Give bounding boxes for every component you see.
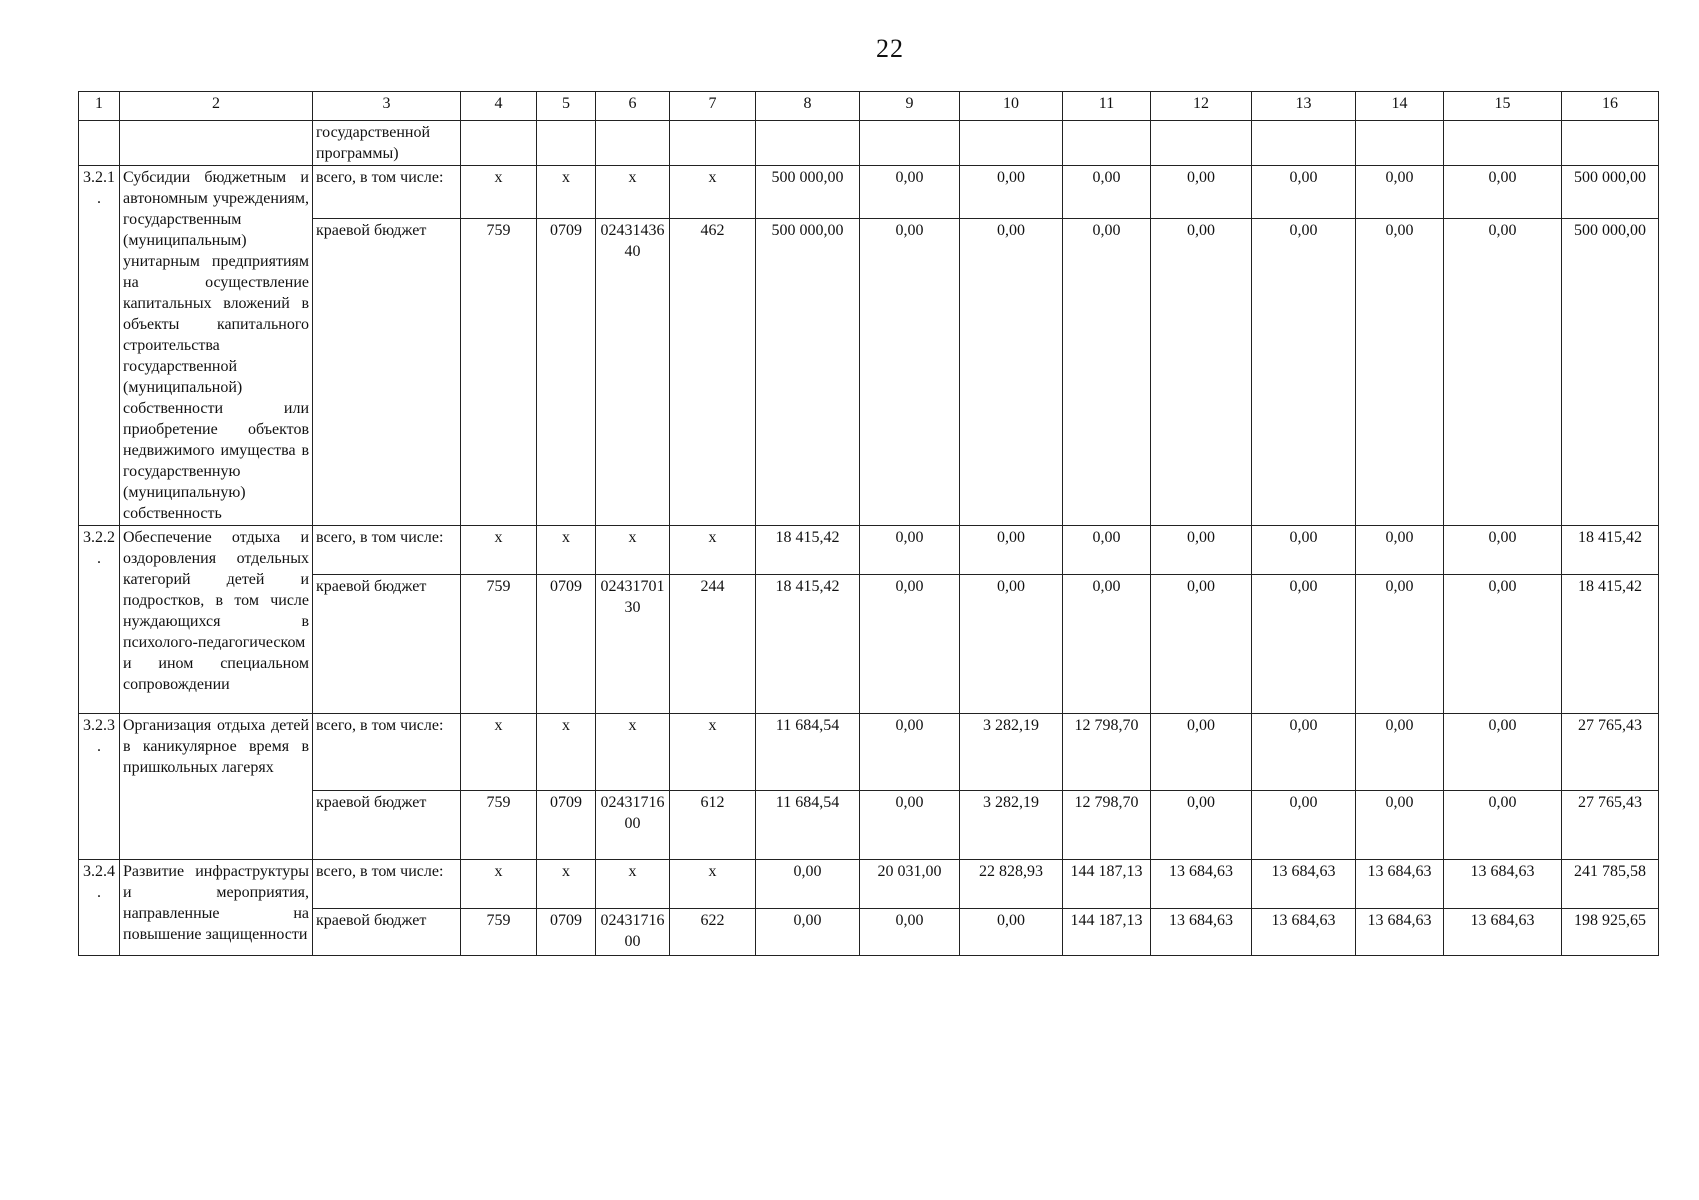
classification-code: 0709 bbox=[537, 909, 596, 956]
row-description: Обеспечение отдыха и оздоровления отдельных категорий детей и подростков, в том числе нуждающихся в психолого-педагогическом и ином специальном сопровождении bbox=[120, 526, 313, 714]
classification-code: 462 bbox=[670, 218, 756, 525]
classification-code: 0243171600 bbox=[596, 909, 670, 956]
amount-value: 12 798,70 bbox=[1063, 714, 1151, 791]
amount-value: 13 684,63 bbox=[1252, 860, 1356, 909]
amount-value: 11 684,54 bbox=[756, 791, 860, 860]
amount-value: 0,00 bbox=[860, 791, 960, 860]
continuation-cell bbox=[461, 121, 537, 166]
classification-code: 0709 bbox=[537, 575, 596, 714]
continuation-cell bbox=[120, 121, 313, 166]
continuation-cell bbox=[1063, 121, 1151, 166]
amount-value: 0,00 bbox=[1151, 791, 1252, 860]
header-cell: 13 bbox=[1252, 92, 1356, 121]
amount-value: 27 765,43 bbox=[1562, 791, 1659, 860]
amount-value: 500 000,00 bbox=[756, 166, 860, 219]
continuation-cell bbox=[670, 121, 756, 166]
total-row bbox=[79, 860, 1659, 909]
amount-value: 0,00 bbox=[1444, 218, 1562, 525]
amount-value: 0,00 bbox=[1356, 575, 1444, 714]
regional-budget-row bbox=[79, 218, 1659, 525]
amount-value: 0,00 bbox=[960, 218, 1063, 525]
header-cell: 8 bbox=[756, 92, 860, 121]
amount-value: 0,00 bbox=[1151, 218, 1252, 525]
classification-code: 612 bbox=[670, 791, 756, 860]
classification-code: 0243170130 bbox=[596, 575, 670, 714]
continuation-cell bbox=[1356, 121, 1444, 166]
amount-value: 0,00 bbox=[1444, 526, 1562, 575]
row-description: Организация отдыха детей в каникулярное время в пришкольных лагерях bbox=[120, 714, 313, 860]
amount-value: 0,00 bbox=[1356, 791, 1444, 860]
funding-source: краевой бюджет bbox=[313, 575, 461, 714]
header-cell: 5 bbox=[537, 92, 596, 121]
regional-budget-row bbox=[79, 575, 1659, 714]
classification-code: x bbox=[537, 714, 596, 791]
amount-value: 0,00 bbox=[960, 575, 1063, 714]
continuation-cell bbox=[1444, 121, 1562, 166]
amount-value: 0,00 bbox=[1444, 575, 1562, 714]
amount-value: 20 031,00 bbox=[860, 860, 960, 909]
regional-budget-row bbox=[79, 909, 1659, 956]
amount-value: 0,00 bbox=[1151, 166, 1252, 219]
continuation-cell bbox=[860, 121, 960, 166]
amount-value: 198 925,65 bbox=[1562, 909, 1659, 956]
amount-value: 0,00 bbox=[1252, 714, 1356, 791]
header-cell: 7 bbox=[670, 92, 756, 121]
amount-value: 18 415,42 bbox=[1562, 526, 1659, 575]
classification-code: 759 bbox=[461, 575, 537, 714]
header-cell: 11 bbox=[1063, 92, 1151, 121]
amount-value: 0,00 bbox=[1356, 166, 1444, 219]
amount-value: 0,00 bbox=[756, 909, 860, 956]
amount-value: 11 684,54 bbox=[756, 714, 860, 791]
amount-value: 0,00 bbox=[1252, 166, 1356, 219]
header-cell: 9 bbox=[860, 92, 960, 121]
amount-value: 0,00 bbox=[1252, 575, 1356, 714]
amount-value: 18 415,42 bbox=[756, 526, 860, 575]
amount-value: 500 000,00 bbox=[756, 218, 860, 525]
continuation-cell bbox=[1151, 121, 1252, 166]
amount-value: 500 000,00 bbox=[1562, 166, 1659, 219]
row-description: Развитие инфраструктуры и мероприятия, направленные на повышение защищенности bbox=[120, 860, 313, 956]
classification-code: 759 bbox=[461, 791, 537, 860]
amount-value: 0,00 bbox=[1356, 714, 1444, 791]
amount-value: 0,00 bbox=[1252, 218, 1356, 525]
header-cell: 2 bbox=[120, 92, 313, 121]
classification-code: x bbox=[596, 526, 670, 575]
amount-value: 13 684,63 bbox=[1252, 909, 1356, 956]
amount-value: 0,00 bbox=[1252, 526, 1356, 575]
amount-value: 13 684,63 bbox=[1356, 909, 1444, 956]
continuation-cell bbox=[756, 121, 860, 166]
amount-value: 0,00 bbox=[860, 218, 960, 525]
classification-code: x bbox=[670, 166, 756, 219]
classification-code: x bbox=[670, 860, 756, 909]
classification-code: x bbox=[670, 714, 756, 791]
amount-value: 0,00 bbox=[1151, 714, 1252, 791]
classification-code: 622 bbox=[670, 909, 756, 956]
classification-code: 759 bbox=[461, 218, 537, 525]
header-cell: 16 bbox=[1562, 92, 1659, 121]
funding-source: всего, в том числе: bbox=[313, 166, 461, 219]
amount-value: 0,00 bbox=[1063, 218, 1151, 525]
classification-code: 0243171600 bbox=[596, 791, 670, 860]
amount-value: 0,00 bbox=[1151, 526, 1252, 575]
header-cell: 12 bbox=[1151, 92, 1252, 121]
header-cell: 14 bbox=[1356, 92, 1444, 121]
funding-source: краевой бюджет bbox=[313, 909, 461, 956]
amount-value: 13 684,63 bbox=[1444, 909, 1562, 956]
row-index: 3.2.1. bbox=[79, 166, 120, 526]
total-row bbox=[79, 166, 1659, 219]
classification-code: x bbox=[461, 860, 537, 909]
amount-value: 0,00 bbox=[1444, 166, 1562, 219]
amount-value: 0,00 bbox=[960, 166, 1063, 219]
amount-value: 0,00 bbox=[1063, 526, 1151, 575]
classification-code: x bbox=[596, 166, 670, 219]
classification-code: x bbox=[596, 714, 670, 791]
amount-value: 144 187,13 bbox=[1063, 860, 1151, 909]
amount-value: 13 684,63 bbox=[1356, 860, 1444, 909]
amount-value: 0,00 bbox=[756, 860, 860, 909]
amount-value: 0,00 bbox=[1252, 791, 1356, 860]
continuation-cell bbox=[960, 121, 1063, 166]
continuation-row bbox=[79, 121, 1659, 166]
funding-source: краевой бюджет bbox=[313, 218, 461, 525]
amount-value: 18 415,42 bbox=[1562, 575, 1659, 714]
total-row bbox=[79, 526, 1659, 575]
row-description: Субсидии бюджетным и автономным учреждениям, государственным (муниципальным) унитарным предприятиям на осуществление капитальных вложений в объекты капитального строительства государственной (муниципальной) собственности или приобретение объектов недвижимого имущества в государственную (муниципальную) собственность bbox=[120, 166, 313, 526]
row-index: 3.2.4. bbox=[79, 860, 120, 956]
amount-value: 0,00 bbox=[1356, 526, 1444, 575]
table-body bbox=[79, 92, 1659, 956]
funding-source: всего, в том числе: bbox=[313, 860, 461, 909]
amount-value: 0,00 bbox=[960, 909, 1063, 956]
row-index: 3.2.2. bbox=[79, 526, 120, 714]
continuation-cell bbox=[537, 121, 596, 166]
amount-value: 12 798,70 bbox=[1063, 791, 1151, 860]
classification-code: 0709 bbox=[537, 791, 596, 860]
continuation-source: государственной программы) bbox=[313, 121, 461, 166]
page-number: 22 bbox=[876, 34, 904, 63]
classification-code: x bbox=[461, 714, 537, 791]
regional-budget-row bbox=[79, 791, 1659, 860]
amount-value: 0,00 bbox=[1356, 218, 1444, 525]
amount-value: 241 785,58 bbox=[1562, 860, 1659, 909]
amount-value: 22 828,93 bbox=[960, 860, 1063, 909]
classification-code: x bbox=[670, 526, 756, 575]
amount-value: 0,00 bbox=[1151, 575, 1252, 714]
amount-value: 13 684,63 bbox=[1444, 860, 1562, 909]
header-cell: 6 bbox=[596, 92, 670, 121]
classification-code: x bbox=[537, 526, 596, 575]
header-cell: 10 bbox=[960, 92, 1063, 121]
classification-code: 0243143640 bbox=[596, 218, 670, 525]
amount-value: 3 282,19 bbox=[960, 714, 1063, 791]
budget-table bbox=[78, 91, 1659, 956]
header-cell: 3 bbox=[313, 92, 461, 121]
amount-value: 3 282,19 bbox=[960, 791, 1063, 860]
continuation-cell bbox=[1562, 121, 1659, 166]
classification-code: x bbox=[537, 166, 596, 219]
continuation-cell bbox=[596, 121, 670, 166]
amount-value: 0,00 bbox=[1444, 791, 1562, 860]
amount-value: 0,00 bbox=[860, 575, 960, 714]
continuation-cell bbox=[79, 121, 120, 166]
continuation-cell bbox=[1252, 121, 1356, 166]
amount-value: 0,00 bbox=[860, 166, 960, 219]
amount-value: 500 000,00 bbox=[1562, 218, 1659, 525]
classification-code: x bbox=[461, 526, 537, 575]
funding-source: всего, в том числе: bbox=[313, 526, 461, 575]
amount-value: 13 684,63 bbox=[1151, 909, 1252, 956]
classification-code: 244 bbox=[670, 575, 756, 714]
header-cell: 1 bbox=[79, 92, 120, 121]
classification-code: x bbox=[596, 860, 670, 909]
total-row bbox=[79, 714, 1659, 791]
amount-value: 0,00 bbox=[1063, 575, 1151, 714]
amount-value: 27 765,43 bbox=[1562, 714, 1659, 791]
amount-value: 0,00 bbox=[860, 909, 960, 956]
funding-source: краевой бюджет bbox=[313, 791, 461, 860]
amount-value: 0,00 bbox=[1063, 166, 1151, 219]
funding-source: всего, в том числе: bbox=[313, 714, 461, 791]
header-cell: 4 bbox=[461, 92, 537, 121]
header-row bbox=[79, 92, 1659, 121]
header-cell: 15 bbox=[1444, 92, 1562, 121]
amount-value: 0,00 bbox=[960, 526, 1063, 575]
classification-code: 0709 bbox=[537, 218, 596, 525]
amount-value: 18 415,42 bbox=[756, 575, 860, 714]
classification-code: 759 bbox=[461, 909, 537, 956]
classification-code: x bbox=[461, 166, 537, 219]
amount-value: 144 187,13 bbox=[1063, 909, 1151, 956]
amount-value: 13 684,63 bbox=[1151, 860, 1252, 909]
row-index: 3.2.3. bbox=[79, 714, 120, 860]
amount-value: 0,00 bbox=[860, 526, 960, 575]
classification-code: x bbox=[537, 860, 596, 909]
amount-value: 0,00 bbox=[860, 714, 960, 791]
amount-value: 0,00 bbox=[1444, 714, 1562, 791]
